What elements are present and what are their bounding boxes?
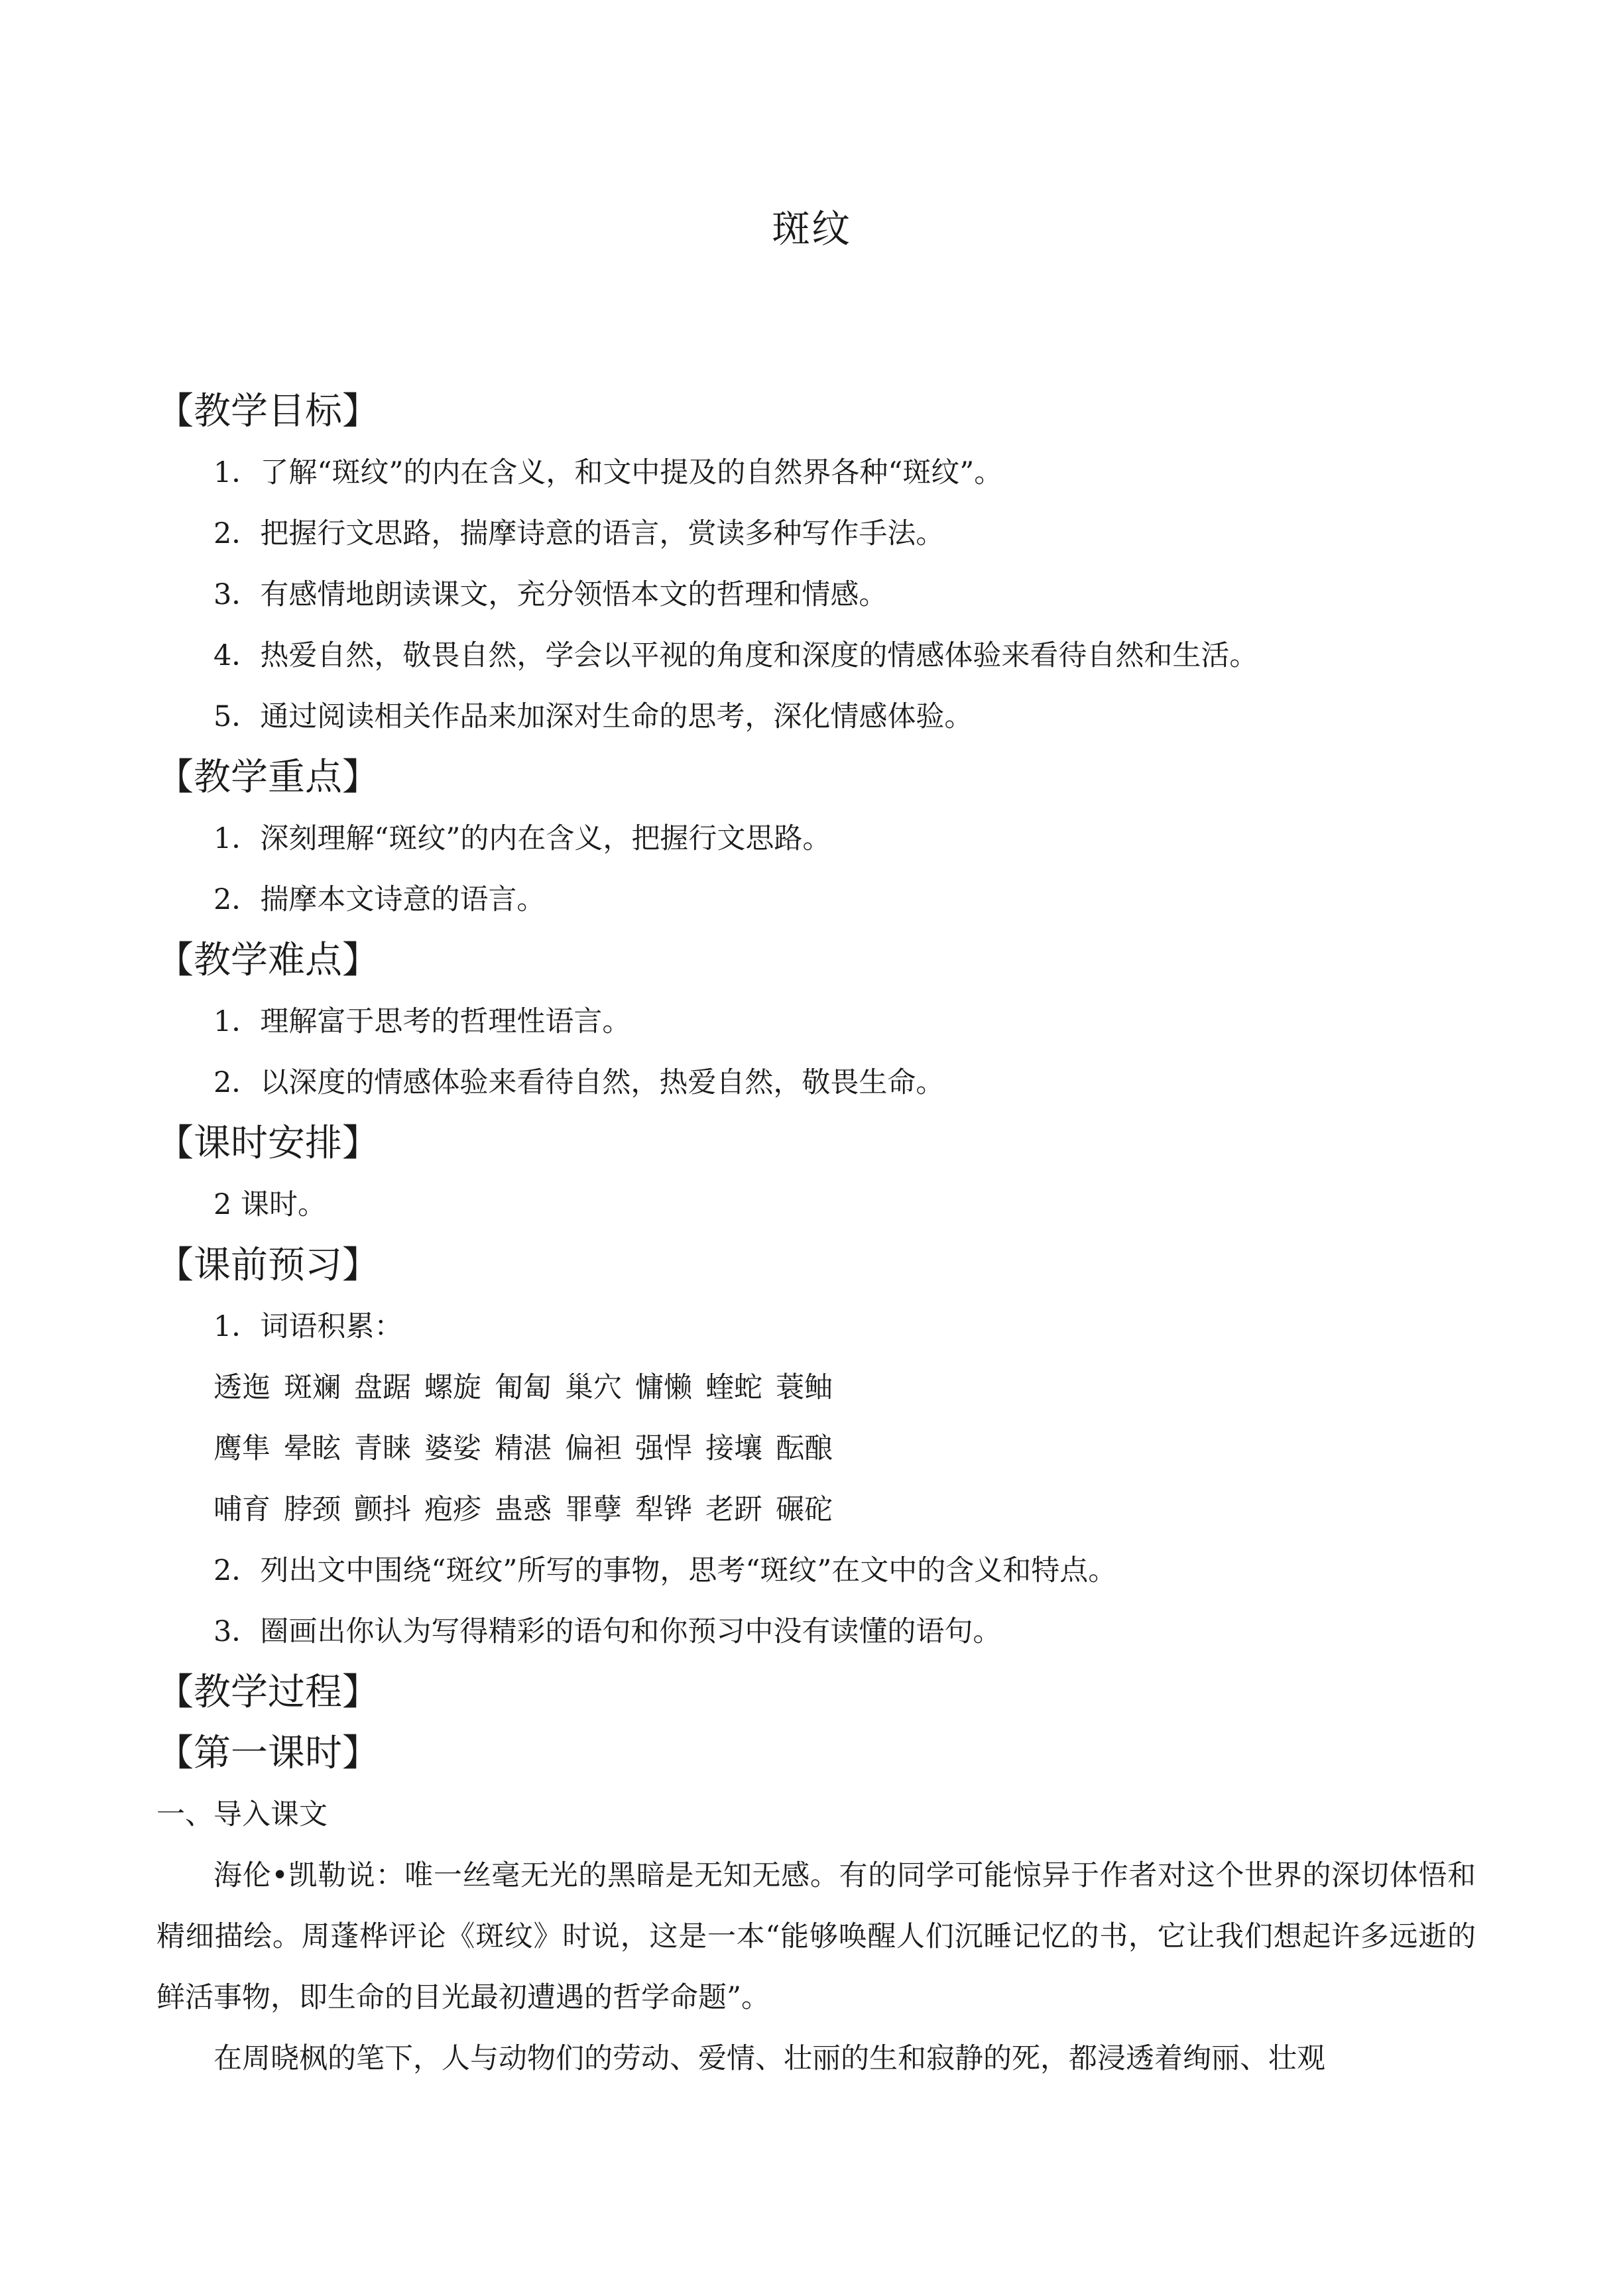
vocab-word: 犁铧 xyxy=(635,1493,692,1526)
vocab-word: 偏袒 xyxy=(565,1432,622,1465)
key-point-item: 2．揣摩本文诗意的语言。 xyxy=(213,883,546,916)
vocab-word: 晕眩 xyxy=(284,1432,341,1465)
objective-item: 5．通过阅读相关作品来加深对生命的思考，深化情感体验。 xyxy=(213,700,973,733)
objective-item: 3．有感情地朗读课文，充分领悟本文的哲理和情感。 xyxy=(213,578,888,611)
preview-item: 2．列出文中围绕“斑纹”所写的事物，思考“斑纹”在文中的含义和特点。 xyxy=(213,1554,1117,1587)
vocab-word: 斑斓 xyxy=(284,1371,341,1404)
objective-item: 1．了解“斑纹”的内在含义，和文中提及的自然界各种“斑纹”。 xyxy=(213,456,1003,489)
objective-item: 2．把握行文思路，揣摩诗意的语言，赏读多种写作手法。 xyxy=(213,517,945,550)
vocab-word: 疱疹 xyxy=(424,1493,481,1526)
heading-key-points: 【教学重点】 xyxy=(156,756,379,799)
body-paragraph: 海伦•凯勒说：唯一丝毫无光的黑暗是无知无感。有的同学可能惊异于作者对这个世界的深切体悟和精细描绘。周蓬桦评论《斑纹》时说，这是一本“能够唤醒人们沉睡记忆的书，它让我们想起许多远逝的鲜活事物，即生命的目光最初遭遇的哲学命题”。 xyxy=(156,1859,1476,2014)
heading-difficulties: 【教学难点】 xyxy=(156,939,379,982)
vocab-word: 透迤 xyxy=(213,1371,270,1404)
preview-item: 3．圈画出你认为写得精彩的语句和你预习中没有读懂的语句。 xyxy=(213,1615,1002,1648)
vocab-word: 青睐 xyxy=(354,1432,411,1465)
document-body xyxy=(156,381,1476,2089)
vocab-word: 蓑鲉 xyxy=(776,1371,833,1404)
body-paragraph: 在周晓枫的笔下，人与动物们的劳动、爱情、壮丽的生和寂静的死，都浸透着绚丽、壮观 xyxy=(213,2042,1325,2075)
objective-item: 4．热爱自然，敬畏自然，学会以平视的角度和深度的情感体验来看待自然和生活。 xyxy=(213,639,1258,672)
vocab-row xyxy=(156,1357,1476,1418)
vocab-word: 哺育 xyxy=(213,1493,270,1526)
heading-schedule: 【课时安排】 xyxy=(156,1122,379,1165)
heading-preview: 【课前预习】 xyxy=(156,1244,379,1287)
vocab-word: 接壤 xyxy=(705,1432,762,1465)
vocab-row xyxy=(156,1418,1476,1479)
vocab-word: 蛊惑 xyxy=(495,1493,552,1526)
vocab-word: 慵懒 xyxy=(635,1371,692,1404)
vocab-word: 罪孽 xyxy=(565,1493,622,1526)
heading-process: 【教学过程】 xyxy=(156,1671,379,1714)
heading-objectives: 【教学目标】 xyxy=(156,390,379,433)
vocab-word: 碾砣 xyxy=(776,1493,833,1526)
difficulty-item: 2．以深度的情感体验来看待自然，热爱自然，敬畏生命。 xyxy=(213,1066,945,1099)
vocab-word: 酝酿 xyxy=(776,1432,833,1465)
vocab-word: 脖颈 xyxy=(284,1493,341,1526)
schedule-text: 2 课时。 xyxy=(213,1188,327,1221)
vocab-word: 巢穴 xyxy=(565,1371,622,1404)
vocab-word: 匍匐 xyxy=(495,1371,552,1404)
heading-lesson-one: 【第一课时】 xyxy=(156,1732,379,1775)
vocab-word: 蝰蛇 xyxy=(705,1371,762,1404)
vocab-word: 螺旋 xyxy=(424,1371,481,1404)
vocab-word: 颤抖 xyxy=(354,1493,411,1526)
vocab-word: 婆娑 xyxy=(424,1432,481,1465)
vocab-word: 鹰隼 xyxy=(213,1432,270,1465)
preview-intro: 1．词语积累： xyxy=(213,1310,403,1343)
vocab-word: 盘踞 xyxy=(354,1371,411,1404)
document-title: 斑纹 xyxy=(771,206,851,251)
vocab-word: 老趼 xyxy=(705,1493,762,1526)
vocab-row xyxy=(156,1479,1476,1540)
difficulty-item: 1．理解富于思考的哲理性语言。 xyxy=(213,1005,631,1038)
key-point-item: 1．深刻理解“斑纹”的内在含义，把握行文思路。 xyxy=(213,822,831,855)
vocab-word: 精湛 xyxy=(495,1432,552,1465)
vocab-word: 强悍 xyxy=(635,1432,692,1465)
subheading-intro: 一、导入课文 xyxy=(156,1798,328,1831)
